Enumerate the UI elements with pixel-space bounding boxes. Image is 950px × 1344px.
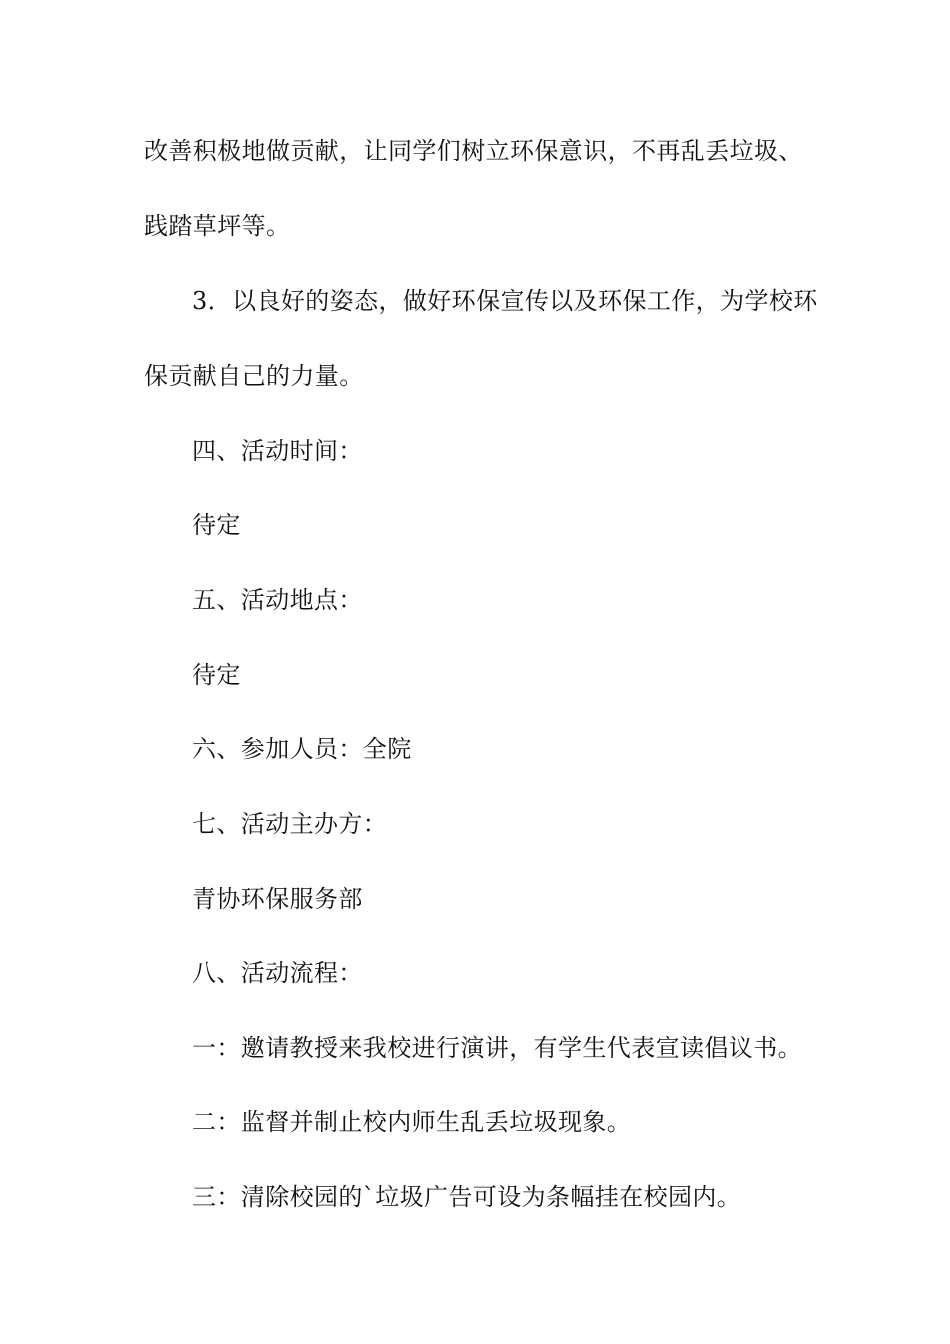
- section-heading: 六、参加人员：全院: [192, 735, 412, 763]
- section-heading: 八、活动流程：: [192, 959, 363, 987]
- paragraph-line: 保贡献自己的力量。: [144, 362, 364, 390]
- section-heading: 五、活动地点：: [192, 586, 363, 614]
- paragraph-line: 待定: [192, 511, 241, 539]
- paragraph-line: 3．以良好的姿态，做好环保宣传以及环保工作，为学校环: [192, 287, 818, 315]
- section-heading: 四、活动时间：: [192, 437, 363, 465]
- paragraph-line: 改善积极地做贡献，让同学们树立环保意识，不再乱丢垃圾、: [144, 137, 803, 165]
- paragraph-line: 青协环保服务部: [192, 885, 363, 913]
- list-item: 二：监督并制止校内师生乱丢垃圾现象。: [192, 1108, 632, 1136]
- paragraph-line: 待定: [192, 661, 241, 689]
- list-item: 一：邀请教授来我校进行演讲，有学生代表宣读倡议书。: [192, 1034, 802, 1062]
- list-item: 三：清除校园的`垃圾广告可设为条幅挂在校园内。: [192, 1183, 742, 1211]
- paragraph-line: 践踏草坪等。: [144, 212, 291, 240]
- section-heading: 七、活动主办方：: [192, 810, 388, 838]
